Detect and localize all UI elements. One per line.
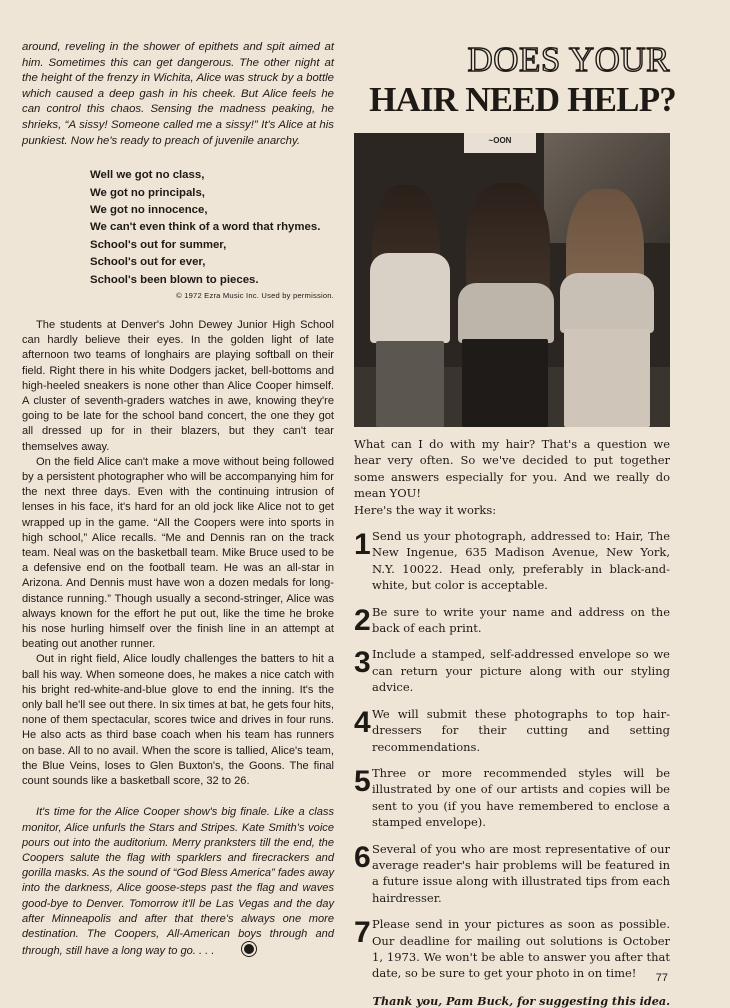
article-paragraph: Out in right field, Alice loudly challenges the batters to hit a ball his way. When someone does, he makes a nice catch with his bright red-white-and-blue glove to end the inning. It's the only ball he'll see out there. In six times at bat, he gets four hits, none of them spectacular, scores twice and drives in four runs. He also acts as third base coach when his team has runners on base. All to no avail. When the score is tallied, Alice's team, the Blue Veins, loses to Glen Buxton's, the Goons. The final count sounds like a basketball score, 32 to 26. [22, 653, 334, 788]
lyric-line: We got no innocence, [90, 203, 208, 216]
step-item [354, 765, 670, 831]
copyright-credit: © 1972 Ezra Music Inc. Used by permission. [176, 291, 334, 300]
headline-line-2: HAIR NEED HELP? [369, 80, 676, 119]
article-outro-text: It's time for the Alice Cooper show's big finale. Like a class monitor, Alice unfurls the Stars and Stripes. Kate Smith's voice pours out into the auditorium. Merry pranksters till the end, the Coopers salute the flag with sparklers and firecrackers and gorilla masks. As the sound of “God Bless America” fades away into the darkness, Alice goose-steps past the flag and waves good-bye to Denver. Tomorrow it'll be Las Vegas and the day after Minneapolis and after that there's always one more destination. The Coopers, All-American boys through and through, still have a long way to go. . . . [22, 806, 334, 958]
step-text: Several of you who are most representative of our average reader's hair problems will be featured in a future issue along with illustrated tips from each hairdresser. [372, 841, 670, 905]
step-number: 5 [354, 764, 371, 798]
step-item [354, 646, 670, 695]
step-number: 2 [354, 603, 371, 637]
article-paragraph: On the field Alice can't make a move without being followed by a persistent photographer who will be accompanying him for the next three days. Even with the continuing intrusion of lenses in his face, it's hard for an old jock like Alice not to get wrapped up in the game. “All the Coopers were into sports in high school,” Alice recalls. “Me and Dennis ran on the track team. Neal was on the basketball team. Mike Bruce used to be a defensive end on the football team. He was an all-star in Arizona. And Dennis must have won a dozen medals for long-distance running.” Though usually a second-stringer, Alice was always known for the effort he put out, like the time he broke his nose hurling himself over the finish line in an attempt at beating out another runner. [22, 455, 334, 651]
step-item [354, 706, 670, 755]
photo-three-girls-long-hair [354, 133, 670, 427]
end-mark-icon [242, 942, 256, 956]
step-text: Send us your photograph, addressed to: Hair, The New Ingenue, 635 Madison Avenue, New York, N.Y. 10022. Head only, preferably in black-and-white, but color is acceptable. [372, 529, 670, 593]
step-number: 3 [354, 646, 371, 680]
article-intro: around, reveling in the shower of epithets and spit aimed at him. Sometimes this can get dangerous. The other night at the height of the frenzy in Wichita, Alice was struck by a bottle which caused a deep gash in his cheek. But Alice feels he can control this chaos. Sensing the madness peaking, he shrieks, “A sissy! Someone called me a sissy!” It's Alice at his punkiest. Now he's ready to preach of juvenile anarchy. [22, 41, 334, 147]
step-text: Three or more recommended styles will be illustrated by one of our artists and copies will be sent to you (if you have remembered to enclose a stamped envelope). [372, 765, 670, 830]
lyric-line: School's out for ever, [90, 256, 206, 269]
lyric-line: School's out for summer, [90, 238, 227, 251]
step-item [354, 841, 670, 907]
step-item [354, 528, 670, 594]
photo-sign: ~OON [464, 133, 536, 153]
step-item [354, 916, 670, 982]
lyric-line: We can't even think of a word that rhymes. [90, 221, 321, 234]
headline-line-1: DOES YOUR [467, 40, 670, 79]
lyric-line: Well we got no class, [90, 169, 205, 182]
step-text: Please send in your pictures as soon as possible. Our deadline for mailing out solutions is October 1, 1973. We won't be able to answer you after that date, so be sure to get your photo in on time! [372, 917, 670, 981]
article-outro [22, 805, 334, 959]
step-number: 4 [354, 705, 371, 739]
step-number: 6 [354, 840, 371, 874]
step-text: Include a stamped, self-addressed envelope so we can return your picture along with our styling advice. [372, 647, 670, 695]
lyric-line: School's been blown to pieces. [90, 273, 259, 286]
article-paragraph: The students at Denver's John Dewey Junior High School can hardly believe their eyes. In the golden light of late afternoon two teams of longhairs are playing softball on their field. Right there in his white Dodgers jacket, bell-bottoms and high-heeled sneakers is none other than Alice Cooper himself. A cluster of seventh-graders watches in awe, knowing they're going to be late for the school band concert, the one they got all dressed up for in their blazers, but they can't tear themselves away. [22, 319, 334, 453]
thanks-credit: Thank you, Pam Buck, for suggesting this idea. [372, 993, 670, 1008]
step-text: Be sure to write your name and address on the back of each print. [372, 604, 670, 636]
article-column-left [22, 40, 334, 959]
lyric-line: We got no principals, [90, 186, 205, 199]
hair-feature-column [354, 40, 676, 1008]
step-item [354, 604, 670, 637]
how-it-works-label: Here's the way it works: [354, 502, 497, 517]
feature-intro: What can I do with my hair? That's a question we hear very often. So we've decided to put together some answers especially for you. And we really do mean YOU! [354, 437, 670, 501]
feature-headline [354, 40, 676, 120]
step-number: 7 [354, 916, 371, 950]
step-text: We will submit these photographs to top hair-dressers for their cutting and setting recommendations. [372, 706, 670, 754]
page-number: 77 [655, 972, 668, 984]
step-number: 1 [354, 528, 371, 562]
song-lyrics [90, 167, 334, 289]
